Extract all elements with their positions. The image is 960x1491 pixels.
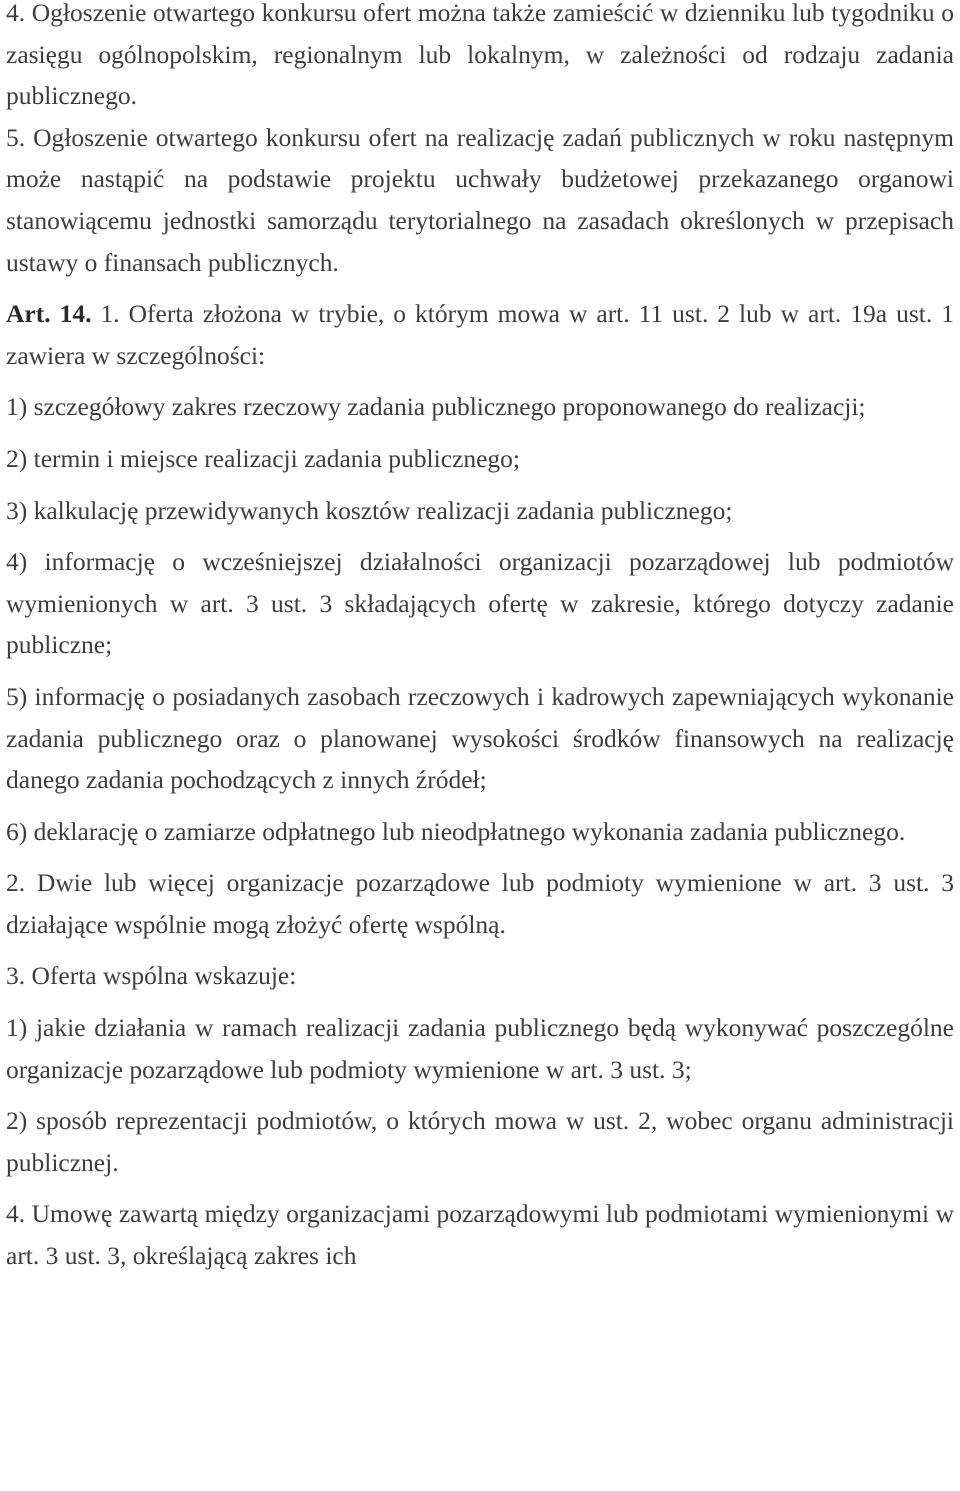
list-item: 2) termin i miejsce realizacji zadania publicznego; xyxy=(6,443,521,473)
article-intro-text: 1. Oferta złożona w trybie, o którym mowa w art. 11 ust. 2 lub w art. 19a ust. 1 zawiera w szczególności: xyxy=(6,299,954,370)
article-heading: Art. 14. xyxy=(6,299,92,329)
paragraph-5: 5. Ogłoszenie otwartego konkursu ofert na realizację zadań publicznych w roku następnym może nastąpić na podstawie projektu uchwały budżetowej przekazanego organowi stanowiącemu jednostki samorządu terytorialnego na zasadach określonych w przepisach ustawy o finansach publicznych. xyxy=(6,122,954,277)
list-item: 2) sposób reprezentacji podmiotów, o których mowa w ust. 2, wobec organu administracji publicznej. xyxy=(6,1106,954,1177)
article-14-paragraph-2: 2. Dwie lub więcej organizacje pozarządowe lub podmioty wymienione w art. 3 ust. 3 działające wspólnie mogą złożyć ofertę wspólną. xyxy=(6,868,954,939)
paragraph-4: 4. Ogłoszenie otwartego konkursu ofert można także zamieścić w dzienniku lub tygodniku o zasięgu ogólnopolskim, regionalnym lub lokalnym, w zależności od rodzaju zadania publicznego. xyxy=(6,0,954,111)
article-14-paragraph-4: 4. Umowę zawartą między organizacjami pozarządowymi lub podmiotami wymienionymi w art. 3 ust. 3, określającą zakres ich xyxy=(6,1199,954,1271)
article-14-paragraph-3: 3. Oferta wspólna wskazuje: xyxy=(6,961,297,991)
list-item: 6) deklarację o zamiarze odpłatnego lub nieodpłatnego wykonania zadania publicznego. xyxy=(6,816,906,846)
list-item: 3) kalkulację przewidywanych kosztów realizacji zadania publicznego; xyxy=(6,495,733,525)
list-item: 1) szczegółowy zakres rzeczowy zadania publicznego proponowanego do realizacji; xyxy=(6,392,866,422)
article-14-intro xyxy=(6,293,954,376)
list-item: 4) informację o wcześniejszej działalności organizacji pozarządowej lub podmiotów wymienionych w art. 3 ust. 3 składających ofertę w zakresie, którego dotyczy zadanie publiczne; xyxy=(6,547,954,660)
list-item: 1) jakie działania w ramach realizacji zadania publicznego będą wykonywać poszczególne organizacje pozarządowe lub podmioty wymienione w art. 3 ust. 3; xyxy=(6,1013,954,1084)
document-body xyxy=(6,0,954,1277)
list-item: 5) informację o posiadanych zasobach rzeczowych i kadrowych zapewniających wykonanie zadania publicznego oraz o planowanej wysokości środków finansowych na realizację danego zadania pochodzących z innych źródeł; xyxy=(6,681,954,795)
